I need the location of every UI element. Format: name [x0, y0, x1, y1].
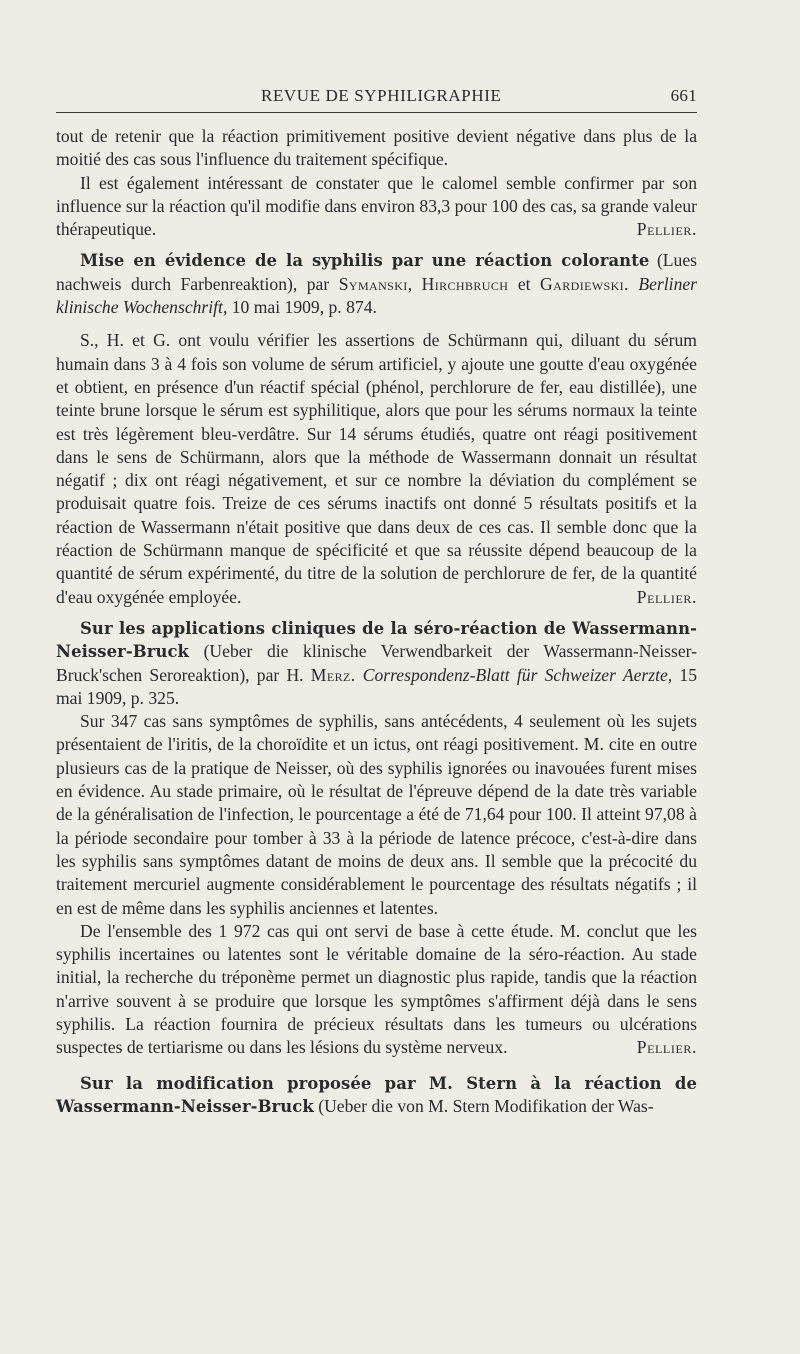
journal-name: Correspondenz-Blatt für Schweizer Aerzte, — [362, 664, 673, 685]
running-head — [56, 86, 697, 113]
journal-title: REVUE DE SYPHILIGRAPHIE — [261, 86, 502, 105]
article-2-subtitle: (Ueber die klinische Verwendbarkeit der Wassermann-Neisser-Bruck'schen Seroreaktion), par H. — [56, 641, 697, 685]
author: Hirchbruch — [421, 273, 509, 294]
publication-date: 10 mai 1909, p. 874. — [231, 297, 377, 318]
article-1-text: S., H. et G. ont voulu vérifier les assertions de Schürmann qui, diluant du sérum humain dans 3 à 4 fois son volume de sérum artificiel, y ajoute une goutte d'eau oxygénée et obtient, en présence d'un réactif spécial (phénol, perchlorure de fer, eau distillée), une teinte brune lorsque le sérum est syphilitique, alors que pour les sérums normaux la teinte est très légèrement bleu-verdâtre. Sur 14 sérums étudiés, quatre ont réagi positivement dans le sens de Schürmann, alors que la méthode de Wassermann donnait un résultat négatif ; dix ont réagi négativement, et sur ce nombre la déviation du complément se produisait quatre fois. Treize de ces sérums inactifs ont donné 5 résultats positifs et la réaction de Wassermann n'était positive que dans deux de ces cas. Il semble donc que la réaction de Schürmann manque de spécificité et que sa réussite dépend beaucoup de la quantité de sérum expérimenté, du titre de la solution de perchlorure de fer, de la quantité d'eau oxygénée employée. — [56, 330, 697, 607]
continuation-paragraph-2 — [56, 172, 697, 242]
signature: Pellier. — [636, 1037, 697, 1058]
journal-name: Berliner klinische Wochenschrift, — [56, 273, 698, 318]
signature: Pellier. — [636, 219, 697, 240]
signature: Pellier. — [636, 586, 697, 607]
article-3-heading — [56, 1072, 697, 1119]
publication-date: 15 mai 1909, p. 325. — [56, 664, 698, 708]
article-2-body-2 — [56, 920, 697, 1060]
article-2-heading — [56, 617, 697, 710]
article-1-title: Mise en évidence de la syphilis par une réaction colorante — [80, 251, 650, 271]
author: Gardiewski. — [540, 273, 629, 294]
author: Merz. — [310, 664, 356, 685]
article-1-subtitle: (Lues nachweis durch Farbenreaktion), par — [56, 250, 697, 294]
article-2-text: De l'ensemble des 1 972 cas qui ont servi de base à cette étude. M. conclut que les syphilis incertaines ou latentes sont le véritable domaine de la séro-réaction. Au stade initial, la recherche du tréponème permet un diagnostic plus rapide, tandis que la réaction n'arrive souvent à se produire que lorsque les symptômes s'affirment déjà dans le sens syphilis. La réaction fournira de précieux résultats dans les tumeurs ou ulcérations suspectes de tertiarisme ou dans les lésions du système nerveux. — [56, 920, 697, 1058]
article-3 — [56, 1072, 697, 1119]
author: Symanski — [338, 273, 408, 294]
continuation-text: Il est également intéressant de constater que le calomel semble confirmer par son influence sur la réaction qu'il modifie dans environ 83,3 pour 100 des cas, sa grande valeur thérapeutique. — [56, 172, 697, 240]
conjunction: et — [517, 273, 531, 294]
article-1-heading: Mise en évidence de la syphilis par une réaction colorante (Lues nachweis durch Farbenreaktion), par Symanski, Hirchbruch et Gardiewski. Berliner klinische Wochenschrift, 10 mai 1909, p. 874. — [56, 250, 698, 318]
article-3-subtitle: (Ueber die von M. Stern Modifikation der Was- — [318, 1095, 654, 1116]
article-2 — [56, 617, 697, 1060]
article-2-title: Sur les applications cliniques de la séro-réaction de Wassermann-Neisser-Bruck — [56, 618, 697, 662]
continuation-paragraph-1: tout de retenir que la réaction primitivement positive devient négative dans plus de la moitié des cas sous l'influence du traitement spécifique. — [56, 126, 697, 170]
article-1-body — [56, 329, 697, 609]
article-1 — [56, 249, 697, 608]
article-3-title: Sur la modification proposée par M. Stern à la réaction de Wassermann-Neisser-Bruck — [56, 1073, 697, 1116]
article-2-body-1: Sur 347 cas sans symptômes de syphilis, sans antécédents, 4 seulement où les sujets présentaient de l'iritis, de la choroïdite et un ictus, ont réagi positivement. M. cite en outre plusieurs cas de la pratique de Neisser, où des syphilis ignorées ou inavouées furent mises en évidence. Au stade primaire, où le résultat de l'épreuve dépend de la date très variable de la généralisation de l'infection, le pourcentage a été de 71,64 pour 100. Il atteint 97,08 à la période secondaire pour tomber à 33 à la période de latence précoce, c'est-à-dire dans les syphilis sans symptômes datant de moins de deux ans. Il semble que la précocité du traitement mercuriel augmente considérablement le pourcentage des résultats négatifs ; il en est de même dans les syphilis anciennes et latentes. — [56, 711, 697, 918]
page-number: 661 — [670, 86, 697, 105]
